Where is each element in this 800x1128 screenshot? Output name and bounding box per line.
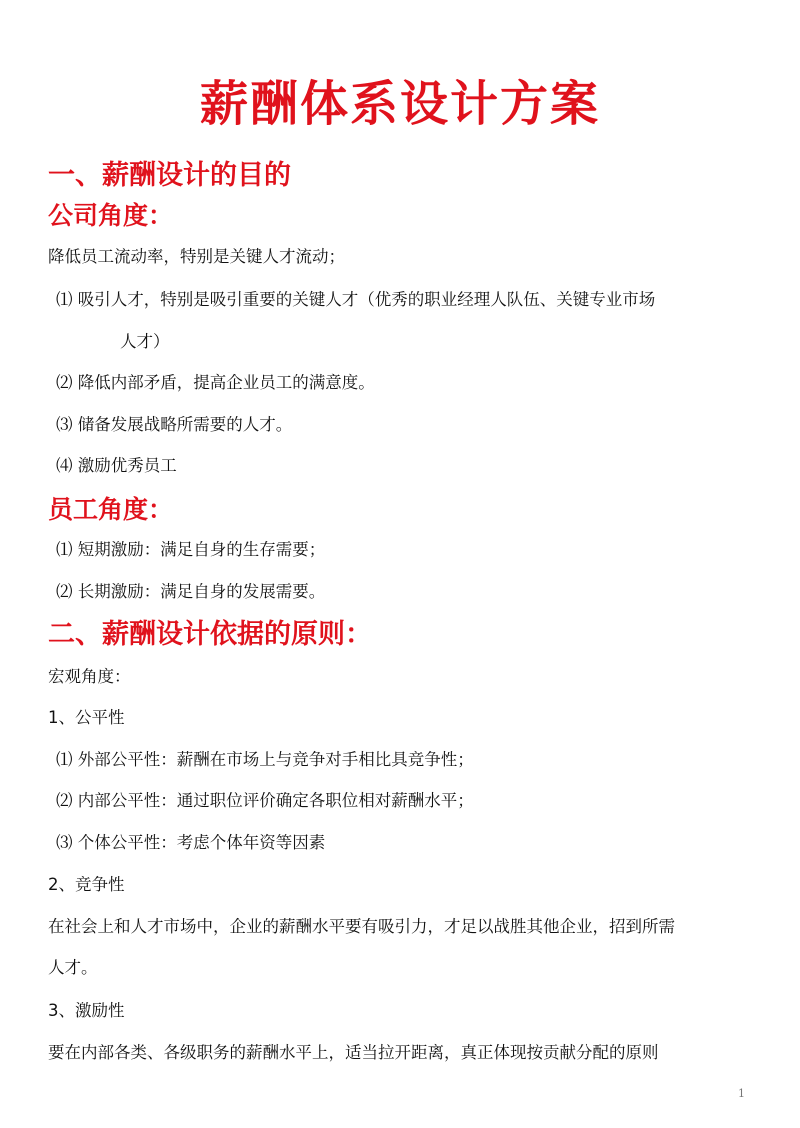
competitive-text-continuation: 人才。 (48, 958, 98, 977)
list-item: ⑵ 长期激励：满足自身的发展需要。 (56, 582, 326, 601)
list-item: ⑴ 吸引人才，特别是吸引重要的关键人才（优秀的职业经理人队伍、关键专业市场 (56, 290, 656, 309)
section1-heading: 一、薪酬设计的目的 (48, 160, 291, 191)
company-perspective-heading: 公司角度： (48, 201, 174, 230)
section2-heading: 二、薪酬设计依据的原则： (48, 619, 372, 650)
company-intro: 降低员工流动率，特别是关键人才流动； (48, 247, 345, 266)
list-item: ⑶ 个体公平性：考虑个体年资等因素 (56, 833, 326, 852)
list-item: ⑶ 储备发展战略所需要的人才。 (56, 415, 293, 434)
competitive-text: 在社会上和人才市场中，企业的薪酬水平要有吸引力，才足以战胜其他企业，招到所需 (48, 917, 675, 936)
incentive-heading: 3、激励性 (48, 1001, 125, 1020)
employee-perspective-heading: 员工角度： (48, 495, 174, 524)
incentive-text: 要在内部各类、各级职务的薪酬水平上，适当拉开距离，真正体现按贡献分配的原则 (48, 1043, 659, 1062)
list-item-continuation: 人才） (120, 332, 170, 351)
list-item: ⑷ 激励优秀员工 (56, 456, 177, 475)
macro-perspective-label: 宏观角度： (48, 667, 131, 686)
fairness-heading: 1、公平性 (48, 708, 125, 727)
list-item: ⑵ 内部公平性：通过职位评价确定各职位相对薪酬水平； (56, 791, 474, 810)
list-item: ⑴ 外部公平性：薪酬在市场上与竞争对手相比具竞争性； (56, 750, 474, 769)
page-number: 1 (738, 1087, 745, 1100)
list-item: ⑵ 降低内部矛盾，提高企业员工的满意度。 (56, 373, 375, 392)
competitive-heading: 2、竞争性 (48, 875, 125, 894)
document-title: 薪酬体系设计方案 (199, 76, 600, 132)
list-item: ⑴ 短期激励：满足自身的生存需要； (56, 540, 326, 559)
